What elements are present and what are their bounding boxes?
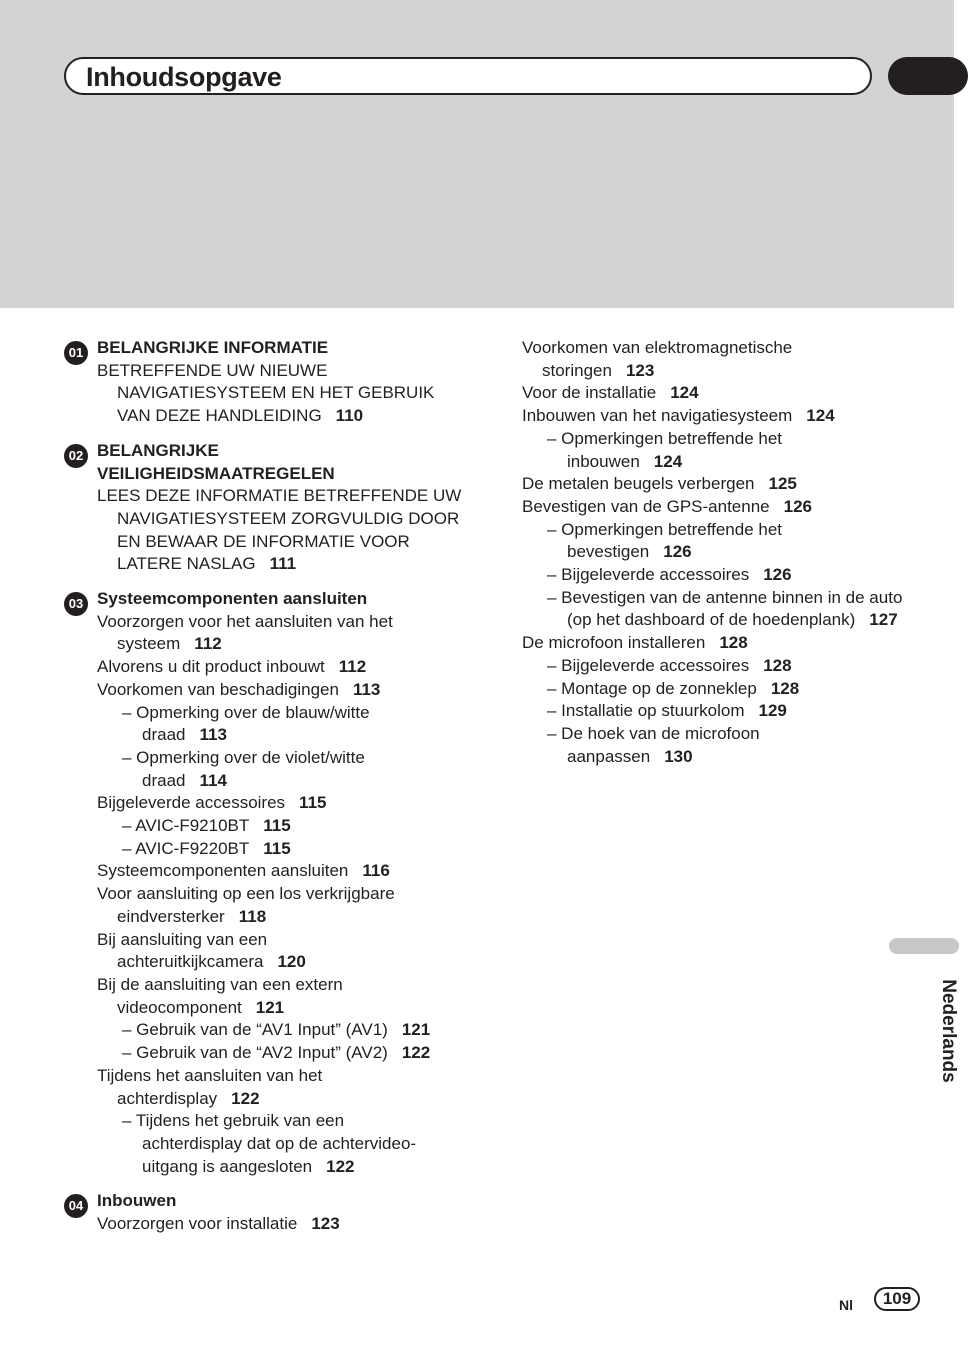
page-number: 121	[255, 997, 285, 1017]
page-number: 112	[338, 657, 367, 677]
toc-section-03	[64, 588, 464, 1178]
page-number: 126	[663, 542, 692, 562]
toc-subentry[interactable]: – AVIC-F9220BT 115	[122, 838, 291, 858]
toc-entry[interactable]: Voorkomen van beschadigingen 113	[97, 679, 381, 699]
page-number: 115	[263, 838, 291, 858]
page-number: 128	[719, 633, 748, 653]
title-tab	[888, 57, 968, 95]
language-side-tab	[889, 938, 959, 954]
toc-subentry[interactable]: – Opmerkingen betreffende het inbouwen 124	[547, 428, 783, 471]
language-side-label: Nederlands	[938, 979, 959, 1083]
page-number: 124	[806, 406, 835, 426]
toc-subentry[interactable]: – Installatie op stuurkolom 129	[547, 701, 787, 721]
toc-subentry[interactable]: – Opmerking over de blauw/witte draad 113	[122, 702, 370, 745]
toc-section-02	[64, 440, 464, 576]
footer-page-number: 109	[874, 1287, 920, 1311]
section-number-badge: 03	[64, 592, 88, 616]
page-number: 124	[670, 383, 699, 403]
section-title: BELANGRIJKE INFORMATIE	[97, 338, 329, 357]
toc-left-column	[64, 337, 464, 1248]
page-number: 128	[770, 678, 800, 698]
page-number: 123	[311, 1214, 340, 1234]
page-number: 118	[238, 906, 267, 926]
toc-entry[interactable]: Alvorens u dit product inbouwt 112	[97, 657, 367, 677]
toc-entry[interactable]: Voor de installatie 124	[522, 383, 699, 403]
page-number: 114	[199, 770, 227, 790]
section-number-badge: 02	[64, 444, 88, 468]
section-title: Systeemcomponenten aansluiten	[97, 589, 368, 609]
toc-subentry[interactable]: – Montage op de zonneklep 128	[547, 678, 800, 698]
page-number: 128	[763, 655, 792, 675]
toc-subentry[interactable]: – Opmerking over de violet/witte draad 114	[122, 747, 365, 790]
toc-subentry[interactable]: – Tijdens het gebruik van een achterdisplay dat op de achtervideo-uitgang is aangesloten 122	[122, 1111, 417, 1176]
toc-subentry[interactable]: – Bevestigen van de antenne binnen in de auto (op het dashboard of de hoedenplank) 127	[547, 587, 903, 630]
title-box	[64, 57, 872, 95]
toc-section-04	[64, 1190, 464, 1235]
page-title: Inhoudsopgave	[86, 62, 282, 92]
page-number: 122	[231, 1088, 260, 1108]
page-number: 124	[653, 451, 683, 471]
page-number: 110	[335, 406, 364, 426]
page-number: 120	[277, 952, 306, 972]
page-number: 115	[263, 816, 291, 836]
page-number: 123	[625, 360, 655, 380]
section-number-badge: 04	[64, 1194, 88, 1218]
section-title: Inbouwen	[97, 1191, 177, 1211]
toc-entry[interactable]: Bij de aansluiting van een extern videocomponent 121	[97, 974, 343, 1017]
section-title: BELANGRIJKE VEILIGHEIDSMAATREGELEN	[97, 440, 335, 483]
toc-entry[interactable]: Bij aansluiting van een achteruitkijkcamera 120	[97, 929, 306, 972]
page-number: 121	[401, 1020, 431, 1040]
toc-entry[interactable]: Inbouwen van het navigatiesysteem 124	[522, 406, 835, 426]
toc-subentry[interactable]: – Gebruik van de “AV2 Input” (AV2) 122	[122, 1043, 431, 1063]
page-number: 129	[758, 701, 787, 721]
toc-entry[interactable]: Voorzorgen voor installatie 123	[97, 1214, 340, 1234]
page-number: 113	[352, 679, 381, 699]
section-number-badge: 01	[64, 341, 88, 365]
toc-entry[interactable]: Bevestigen van de GPS-antenne 126	[522, 496, 812, 516]
toc-subentry[interactable]: – Bijgeleverde accessoires 126	[547, 565, 792, 585]
toc-entry[interactable]: BETREFFENDE UW NIEUWE NAVIGATIESYSTEEM EN HET GEBRUIK VAN DEZE HANDLEIDING 110	[97, 360, 435, 426]
toc-right-column	[522, 337, 903, 768]
page-number: 127	[869, 610, 898, 630]
page-number: 115	[299, 793, 327, 813]
toc-entry[interactable]: De microfoon installeren 128	[522, 633, 748, 653]
page-number: 113	[199, 725, 227, 745]
page-number: 125	[768, 474, 797, 494]
page-number: 122	[401, 1043, 431, 1063]
header-band	[0, 0, 954, 308]
toc-entry[interactable]: Tijdens het aansluiten van het achterdisplay 122	[97, 1065, 323, 1108]
page-number: 130	[664, 746, 693, 766]
toc-subentry[interactable]: – Bijgeleverde accessoires 128	[547, 655, 792, 675]
toc-entry[interactable]: Voorzorgen voor het aansluiten van het systeem 112	[97, 611, 393, 654]
toc-section-01	[64, 337, 464, 428]
page-number: 126	[763, 565, 792, 585]
toc-entry[interactable]: LEES DEZE INFORMATIE BETREFFENDE UW NAVIGATIESYSTEEM ZORGVULDIG DOOR EN BEWAAR DE INFORMATIE VOOR LATERE NASLAG 111	[97, 486, 462, 574]
page-number: 126	[783, 496, 812, 516]
toc-entry[interactable]: Voorkomen van elektromagnetische storingen 123	[522, 338, 793, 380]
toc-entry[interactable]: Bijgeleverde accessoires 115	[97, 793, 327, 813]
page-number: 122	[326, 1156, 355, 1176]
page-number: 111	[269, 554, 297, 574]
toc-entry[interactable]: Voor aansluiting op een los verkrijgbare eindversterker 118	[97, 884, 395, 926]
page-number: 116	[362, 861, 390, 881]
toc-subentry[interactable]: – Gebruik van de “AV1 Input” (AV1) 121	[122, 1020, 431, 1040]
toc-entry[interactable]: De metalen beugels verbergen 125	[522, 474, 797, 494]
footer-language-code: Nl	[839, 1297, 853, 1313]
toc-subentry[interactable]: – Opmerkingen betreffende het bevestigen 126	[547, 519, 783, 562]
toc-subentry[interactable]: – AVIC-F9210BT 115	[122, 816, 291, 836]
page-number: 112	[194, 634, 222, 654]
toc-entry[interactable]: Systeemcomponenten aansluiten 116	[97, 861, 390, 881]
toc-subentry[interactable]: – De hoek van de microfoon aanpassen 130	[547, 723, 760, 766]
